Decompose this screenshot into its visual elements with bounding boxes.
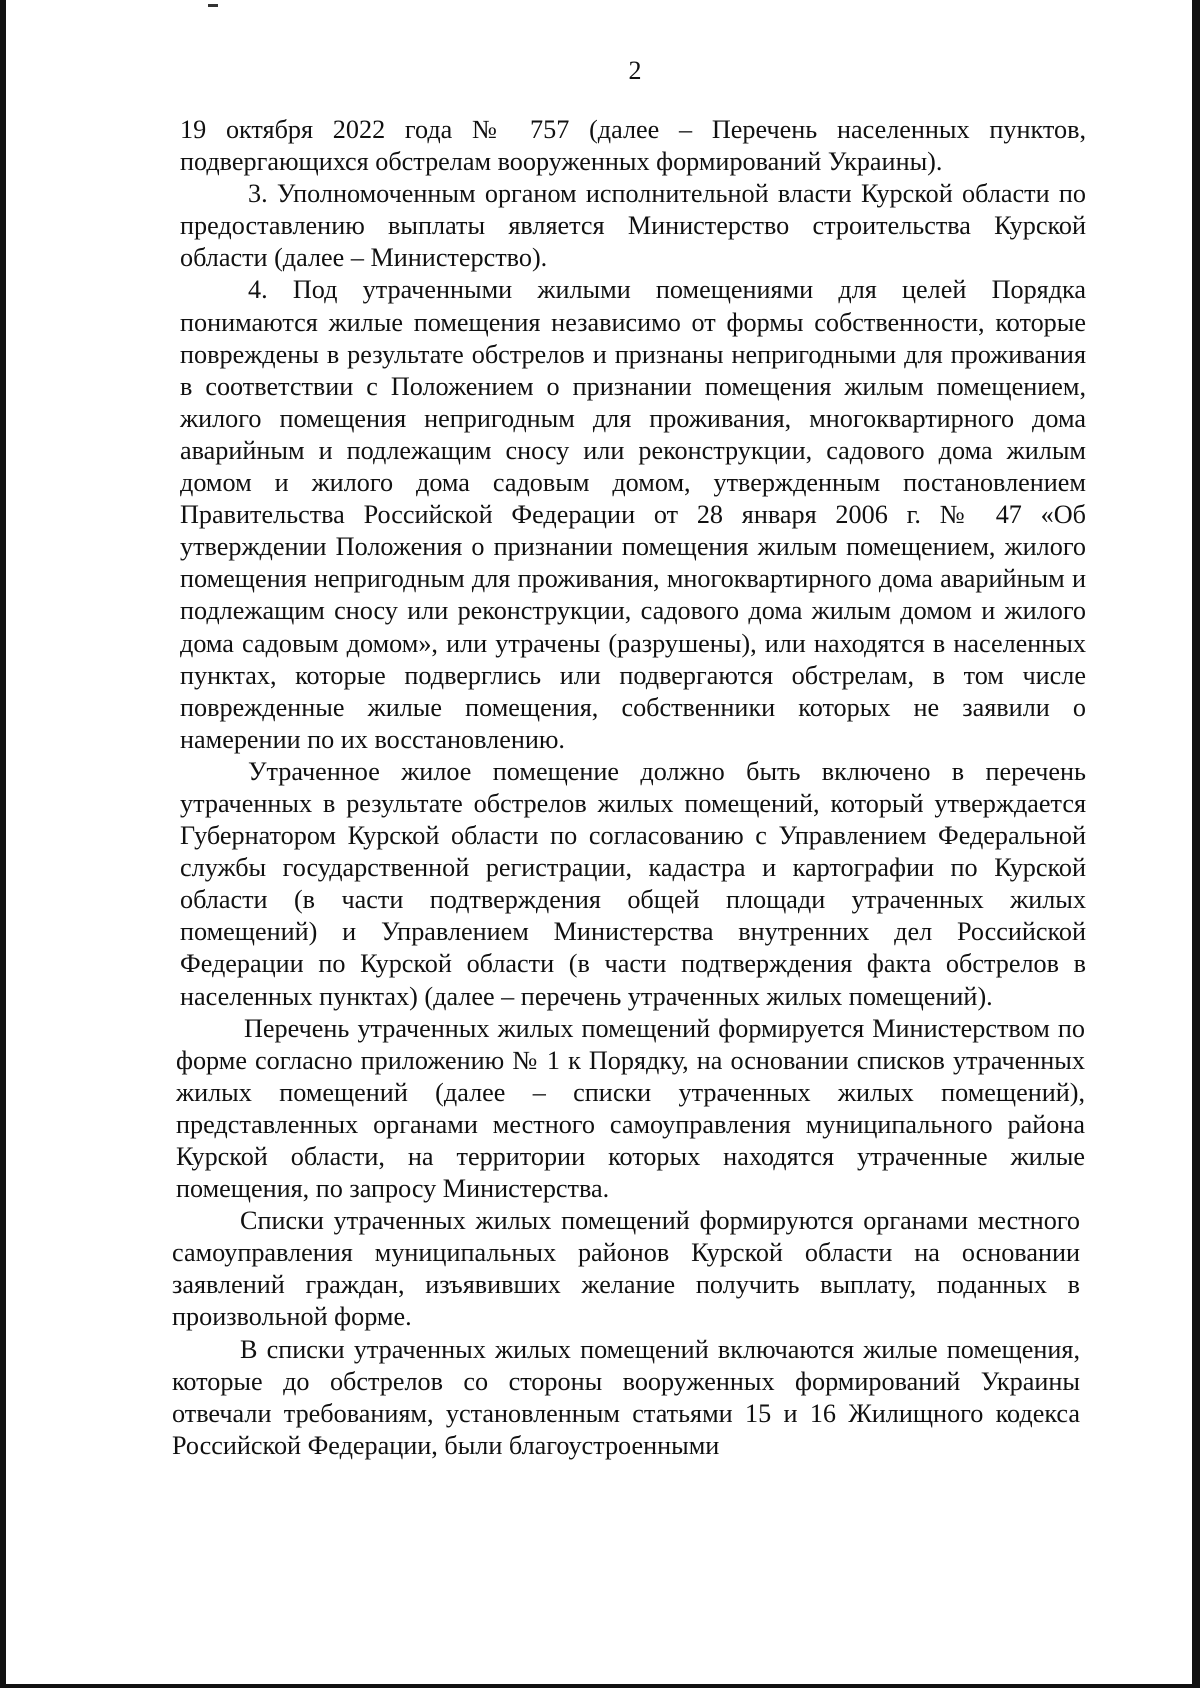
scan-border-right bbox=[1192, 0, 1200, 1688]
paragraph-municipal-lists: Списки утраченных жилых помещений формируются органами местного самоуправления муниципальных районов Курской области на основании заявлений граждан, изъявивших желание получить выплату, поданных в произвольной форме. bbox=[172, 1206, 1080, 1332]
paragraph-4-lost-housing-definition: 4. Под утраченными жилыми помещениями для целей Порядка понимаются жилые помещения независимо от формы собственности, которые повреждены в результате обстрелов и признаны непригодными для проживания в соответствии с Положением о признании помещения жилым помещением, жилого помещения непригодным для проживания, многоквартирного дома аварийным и подлежащим сносу или реконструкции, садового дома жилым домом и жилого дома садовым домом, утвержденным постановлением Правительства Российской Федерации от 28 января 2006 г. № 47 «Об утверждении Положения о признании помещения жилым помещением, жилого помещения непригодным для проживания, многоквартирного дома аварийным и подлежащим сносу или реконструкции, садового дома жилым домом и жилого дома садовым домом», или утрачены (разрушены), или находятся в населенных пунктах, которые подверглись или подвергаются обстрелам, в том числе поврежденные жилые помещения, собственники которых не заявили о намерении по их восстановлению. bbox=[180, 275, 1086, 754]
paragraph-lost-housing-list-approval: Утраченное жилое помещение должно быть включено в перечень утраченных в результате обстрелов жилых помещений, который утверждается Губернатором Курской области по согласованию с Управлением Федеральной службы государственной регистрации, кадастра и картографии по Курской области (в части подтверждения общей площади утраченных жилых помещений) и Управлением Министерства внутренних дел Российской Федерации по Курской области (в части подтверждения факта обстрелов в населенных пунктах) (далее – перечень утраченных жилых помещений). bbox=[180, 756, 1086, 1011]
scan-border-left bbox=[0, 0, 6, 1688]
paragraph-inclusion-criteria: В списки утраченных жилых помещений включаются жилые помещения, которые до обстрелов со стороны вооруженных формирований Украины отвечали требованиям, установленным статьями 15 и 16 Жилищного кодекса Российской Федерации, были благоустроенными bbox=[172, 1334, 1080, 1460]
scan-artifact-mark bbox=[208, 4, 218, 7]
document-body bbox=[172, 114, 1086, 1462]
paragraph-continuation-resolution-reference: 19 октября 2022 года № 757 (далее – Перечень населенных пунктов, подвергающихся обстрелам вооруженных формирований Украины). bbox=[180, 115, 1086, 177]
scan-border-bottom bbox=[0, 1684, 1200, 1688]
page-number: 2 bbox=[628, 56, 642, 85]
paragraph-3-authorized-body: 3. Уполномоченным органом исполнительной власти Курской области по предоставлению выплаты является Министерство строительства Курской области (далее – Министерство). bbox=[180, 179, 1086, 273]
paragraph-list-formation: Перечень утраченных жилых помещений формируется Министерством по форме согласно приложению № 1 к Порядку, на основании списков утраченных жилых помещений (далее – списки утраченных жилых помещений), представленных органами местного самоуправления муниципального района Курской области, на территории которых находятся утраченные жилые помещения, по запросу Министерства. bbox=[176, 1013, 1085, 1204]
